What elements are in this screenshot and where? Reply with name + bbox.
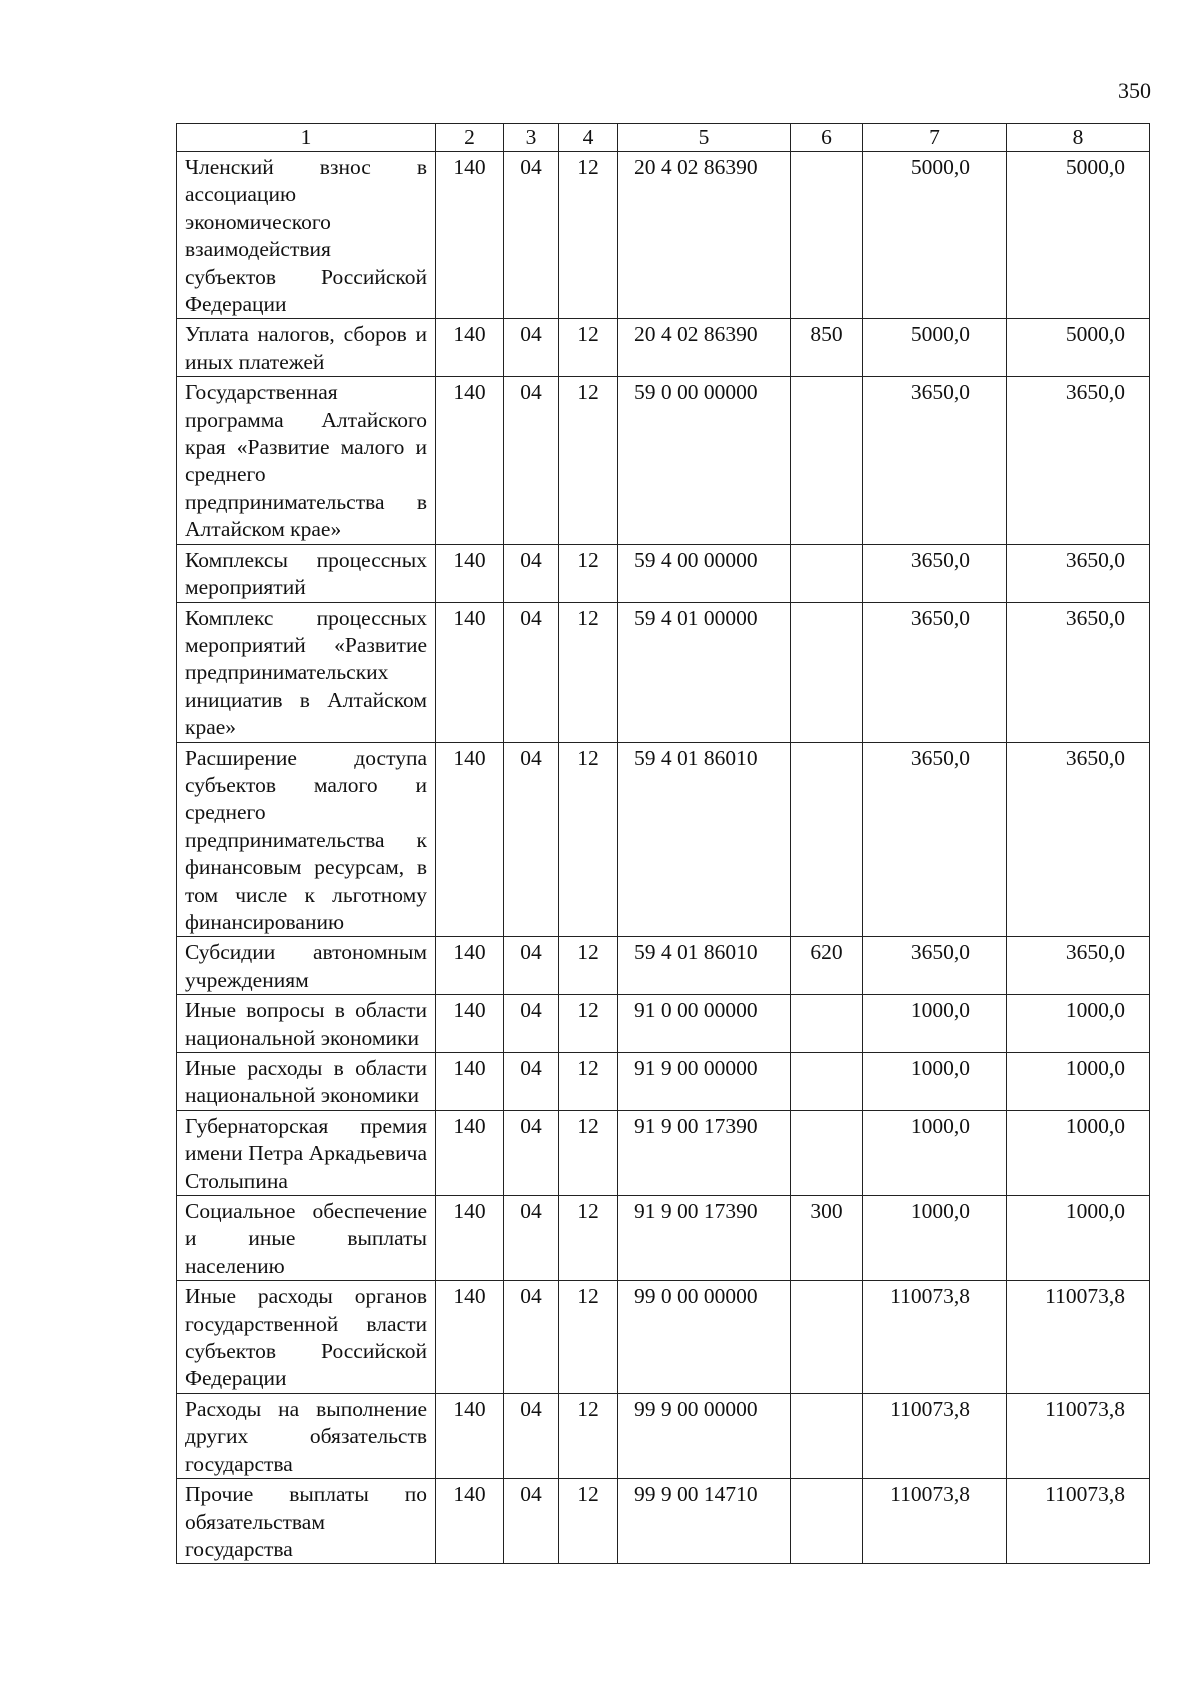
- row-expense-type-cell: 620: [791, 937, 863, 995]
- row-expense-type-cell: [791, 1110, 863, 1195]
- row-cell-2: 140: [436, 1393, 504, 1478]
- row-expense-type-cell: [791, 544, 863, 602]
- row-name-cell: Иные расходы органов государственной власти субъектов Российской Федерации: [177, 1281, 436, 1394]
- row-cell-3: 04: [504, 1281, 559, 1394]
- table-row: [177, 1196, 1150, 1281]
- row-amount-1-cell: 110073,8: [863, 1479, 1007, 1564]
- row-cell-3: 04: [504, 1110, 559, 1195]
- table-body: [177, 152, 1150, 1564]
- row-target-article-cell: 59 4 01 86010: [618, 742, 791, 937]
- header-cell-6: 6: [791, 124, 863, 152]
- row-amount-1-cell: 3650,0: [863, 937, 1007, 995]
- row-amount-1-cell: 1000,0: [863, 995, 1007, 1053]
- row-cell-4: 12: [559, 1281, 618, 1394]
- row-cell-3: 04: [504, 544, 559, 602]
- row-cell-3: 04: [504, 1479, 559, 1564]
- row-amount-1-cell: 110073,8: [863, 1281, 1007, 1394]
- row-amount-2-cell: 3650,0: [1007, 377, 1150, 544]
- row-amount-1-cell: 110073,8: [863, 1393, 1007, 1478]
- row-cell-2: 140: [436, 1053, 504, 1111]
- row-expense-type-cell: [791, 1281, 863, 1394]
- row-target-article-cell: 59 4 00 00000: [618, 544, 791, 602]
- row-name-cell: Иные расходы в области национальной экономики: [177, 1053, 436, 1111]
- row-amount-2-cell: 3650,0: [1007, 544, 1150, 602]
- row-amount-1-cell: 3650,0: [863, 602, 1007, 742]
- row-amount-1-cell: 5000,0: [863, 319, 1007, 377]
- header-cell-7: 7: [863, 124, 1007, 152]
- row-expense-type-cell: 850: [791, 319, 863, 377]
- row-amount-2-cell: 3650,0: [1007, 602, 1150, 742]
- row-amount-2-cell: 1000,0: [1007, 1110, 1150, 1195]
- header-cell-1: 1: [177, 124, 436, 152]
- budget-table: [176, 123, 1150, 1564]
- row-name-cell: Социальное обеспечение и иные выплаты населению: [177, 1196, 436, 1281]
- row-cell-2: 140: [436, 1110, 504, 1195]
- table-row: [177, 544, 1150, 602]
- header-cell-5: 5: [618, 124, 791, 152]
- table-row: [177, 1110, 1150, 1195]
- row-amount-2-cell: 5000,0: [1007, 319, 1150, 377]
- row-cell-3: 04: [504, 377, 559, 544]
- row-target-article-cell: 59 0 00 00000: [618, 377, 791, 544]
- row-cell-2: 140: [436, 602, 504, 742]
- row-expense-type-cell: [791, 1479, 863, 1564]
- row-cell-4: 12: [559, 1393, 618, 1478]
- row-amount-2-cell: 1000,0: [1007, 995, 1150, 1053]
- row-target-article-cell: 20 4 02 86390: [618, 319, 791, 377]
- row-cell-4: 12: [559, 1479, 618, 1564]
- row-target-article-cell: 99 9 00 00000: [618, 1393, 791, 1478]
- table-row: [177, 377, 1150, 544]
- table-row: [177, 937, 1150, 995]
- row-cell-3: 04: [504, 995, 559, 1053]
- row-cell-3: 04: [504, 742, 559, 937]
- table-row: [177, 319, 1150, 377]
- row-name-cell: Субсидии автономным учреждениям: [177, 937, 436, 995]
- row-name-cell: Государственная программа Алтайского края «Развитие малого и среднего предпринимательства в Алтайском крае»: [177, 377, 436, 544]
- table-row: [177, 1281, 1150, 1394]
- row-target-article-cell: 91 9 00 17390: [618, 1196, 791, 1281]
- row-expense-type-cell: [791, 377, 863, 544]
- row-amount-1-cell: 5000,0: [863, 152, 1007, 319]
- row-name-cell: Членский взнос в ассоциацию экономического взаимодействия субъектов Российской Федерации: [177, 152, 436, 319]
- table-row: [177, 1479, 1150, 1564]
- row-amount-2-cell: 3650,0: [1007, 742, 1150, 937]
- row-cell-4: 12: [559, 995, 618, 1053]
- table-row: [177, 1053, 1150, 1111]
- row-cell-3: 04: [504, 602, 559, 742]
- row-cell-4: 12: [559, 152, 618, 319]
- row-cell-4: 12: [559, 1196, 618, 1281]
- row-amount-1-cell: 3650,0: [863, 377, 1007, 544]
- row-target-article-cell: 91 9 00 17390: [618, 1110, 791, 1195]
- row-cell-4: 12: [559, 319, 618, 377]
- row-expense-type-cell: [791, 152, 863, 319]
- row-amount-1-cell: 1000,0: [863, 1110, 1007, 1195]
- row-cell-4: 12: [559, 1110, 618, 1195]
- row-expense-type-cell: [791, 1393, 863, 1478]
- page-number: 350: [1118, 78, 1151, 103]
- row-name-cell: Комплекс процессных мероприятий «Развитие предпринимательских инициатив в Алтайском крае»: [177, 602, 436, 742]
- header-cell-3: 3: [504, 124, 559, 152]
- row-amount-1-cell: 1000,0: [863, 1053, 1007, 1111]
- row-expense-type-cell: [791, 1053, 863, 1111]
- row-cell-2: 140: [436, 319, 504, 377]
- row-cell-2: 140: [436, 544, 504, 602]
- row-amount-1-cell: 3650,0: [863, 742, 1007, 937]
- row-amount-2-cell: 5000,0: [1007, 152, 1150, 319]
- row-target-article-cell: 99 9 00 14710: [618, 1479, 791, 1564]
- row-expense-type-cell: [791, 742, 863, 937]
- row-cell-2: 140: [436, 377, 504, 544]
- row-cell-2: 140: [436, 1196, 504, 1281]
- header-row: [177, 124, 1150, 152]
- row-name-cell: Расходы на выполнение других обязательств государства: [177, 1393, 436, 1478]
- row-target-article-cell: 20 4 02 86390: [618, 152, 791, 319]
- row-cell-3: 04: [504, 1393, 559, 1478]
- table-header: [177, 124, 1150, 152]
- row-cell-4: 12: [559, 742, 618, 937]
- row-amount-2-cell: 110073,8: [1007, 1393, 1150, 1478]
- row-expense-type-cell: [791, 602, 863, 742]
- row-cell-4: 12: [559, 602, 618, 742]
- row-amount-2-cell: 110073,8: [1007, 1281, 1150, 1394]
- row-target-article-cell: 59 4 01 86010: [618, 937, 791, 995]
- row-target-article-cell: 99 0 00 00000: [618, 1281, 791, 1394]
- row-target-article-cell: 91 0 00 00000: [618, 995, 791, 1053]
- row-amount-2-cell: 3650,0: [1007, 937, 1150, 995]
- row-target-article-cell: 91 9 00 00000: [618, 1053, 791, 1111]
- header-cell-4: 4: [559, 124, 618, 152]
- row-cell-4: 12: [559, 1053, 618, 1111]
- table-row: [177, 995, 1150, 1053]
- row-target-article-cell: 59 4 01 00000: [618, 602, 791, 742]
- row-name-cell: Прочие выплаты по обязательствам государства: [177, 1479, 436, 1564]
- row-amount-2-cell: 110073,8: [1007, 1479, 1150, 1564]
- row-expense-type-cell: 300: [791, 1196, 863, 1281]
- row-cell-3: 04: [504, 152, 559, 319]
- row-name-cell: Комплексы процессных мероприятий: [177, 544, 436, 602]
- row-name-cell: Уплата налогов, сборов и иных платежей: [177, 319, 436, 377]
- row-amount-1-cell: 3650,0: [863, 544, 1007, 602]
- header-cell-8: 8: [1007, 124, 1150, 152]
- header-cell-2: 2: [436, 124, 504, 152]
- row-cell-3: 04: [504, 1053, 559, 1111]
- table-row: [177, 602, 1150, 742]
- row-cell-2: 140: [436, 152, 504, 319]
- row-cell-3: 04: [504, 319, 559, 377]
- row-name-cell: Губернаторская премия имени Петра Аркадьевича Столыпина: [177, 1110, 436, 1195]
- row-cell-4: 12: [559, 937, 618, 995]
- table-row: [177, 152, 1150, 319]
- row-expense-type-cell: [791, 995, 863, 1053]
- row-name-cell: Расширение доступа субъектов малого и среднего предпринимательства к финансовым ресурсам, в том числе к льготному финансированию: [177, 742, 436, 937]
- row-cell-2: 140: [436, 995, 504, 1053]
- row-cell-3: 04: [504, 937, 559, 995]
- row-name-cell: Иные вопросы в области национальной экономики: [177, 995, 436, 1053]
- row-cell-3: 04: [504, 1196, 559, 1281]
- row-amount-2-cell: 1000,0: [1007, 1053, 1150, 1111]
- row-cell-2: 140: [436, 1281, 504, 1394]
- row-cell-2: 140: [436, 1479, 504, 1564]
- row-cell-4: 12: [559, 544, 618, 602]
- row-amount-1-cell: 1000,0: [863, 1196, 1007, 1281]
- row-cell-2: 140: [436, 937, 504, 995]
- row-cell-2: 140: [436, 742, 504, 937]
- table-row: [177, 742, 1150, 937]
- table-row: [177, 1393, 1150, 1478]
- row-cell-4: 12: [559, 377, 618, 544]
- row-amount-2-cell: 1000,0: [1007, 1196, 1150, 1281]
